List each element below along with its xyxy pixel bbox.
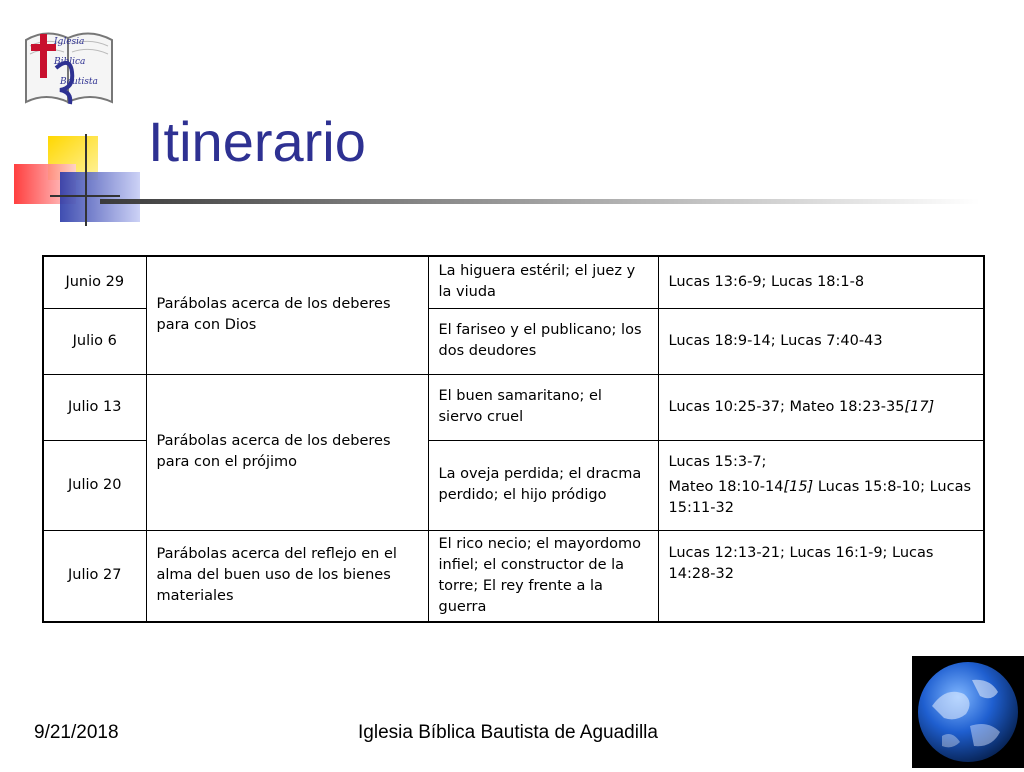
footnote-ref: [15]: [783, 478, 814, 495]
refs-cell: [658, 374, 984, 440]
logo-line-3: Bautista: [60, 77, 98, 87]
refs-cell: Lucas 13:6-9; Lucas 18:1-8: [658, 256, 984, 308]
refs-text: Mateo 18:10-14: [668, 478, 784, 495]
date-cell: Julio 20: [43, 440, 146, 530]
table-row: [43, 256, 984, 308]
refs-text: Lucas 10:25-37; Mateo 18:23-35: [668, 398, 905, 415]
logo-line-2: Biblica: [54, 57, 86, 67]
logo-line-1: Iglesia: [54, 37, 85, 47]
title-underline: [100, 199, 980, 204]
date-cell: Julio 6: [43, 308, 146, 374]
theme-cell: Parábolas acerca de los deberes para con el prójimo: [146, 374, 428, 530]
topic-cell: El rico necio; el mayordomo infiel; el constructor de la torre; El rey frente a la guerra: [428, 530, 658, 622]
footer-date: 9/21/2018: [34, 722, 119, 743]
table-row: [43, 530, 984, 622]
refs-line-2: [669, 477, 974, 519]
topic-cell: El buen samaritano; el siervo cruel: [428, 374, 658, 440]
refs-cell: Lucas 18:9-14; Lucas 7:40-43: [658, 308, 984, 374]
date-cell: Junio 29: [43, 256, 146, 308]
footnote-ref: [17]: [904, 398, 935, 415]
refs-cell: [658, 440, 984, 530]
theme-cell: Parábolas acerca de los deberes para con Dios: [146, 256, 428, 374]
date-cell: Julio 13: [43, 374, 146, 440]
decorative-squares-icon: [10, 130, 150, 230]
date-cell: Julio 27: [43, 530, 146, 622]
table-row: [43, 374, 984, 440]
topic-cell: La higuera estéril; el juez y la viuda: [428, 256, 658, 308]
refs-line-1: Lucas 15:3-7;: [668, 453, 767, 470]
itinerary-table: [42, 255, 985, 623]
earth-globe-icon: [912, 656, 1024, 768]
page-title: Itinerario: [148, 110, 366, 173]
footer-organization: Iglesia Bíblica Bautista de Aguadilla: [358, 722, 658, 743]
topic-cell: El fariseo y el publicano; los dos deudores: [428, 308, 658, 374]
refs-cell: Lucas 12:13-21; Lucas 16:1-9; Lucas 14:28-32: [658, 530, 984, 622]
topic-cell: La oveja perdida; el dracma perdido; el hijo pródigo: [428, 440, 658, 530]
church-logo-icon: [22, 28, 116, 108]
theme-cell: Parábolas acerca del reflejo en el alma del buen uso de los bienes materiales: [146, 530, 428, 622]
refs-text: Lucas 15:8-10; Lucas 15:11-32: [668, 478, 972, 516]
